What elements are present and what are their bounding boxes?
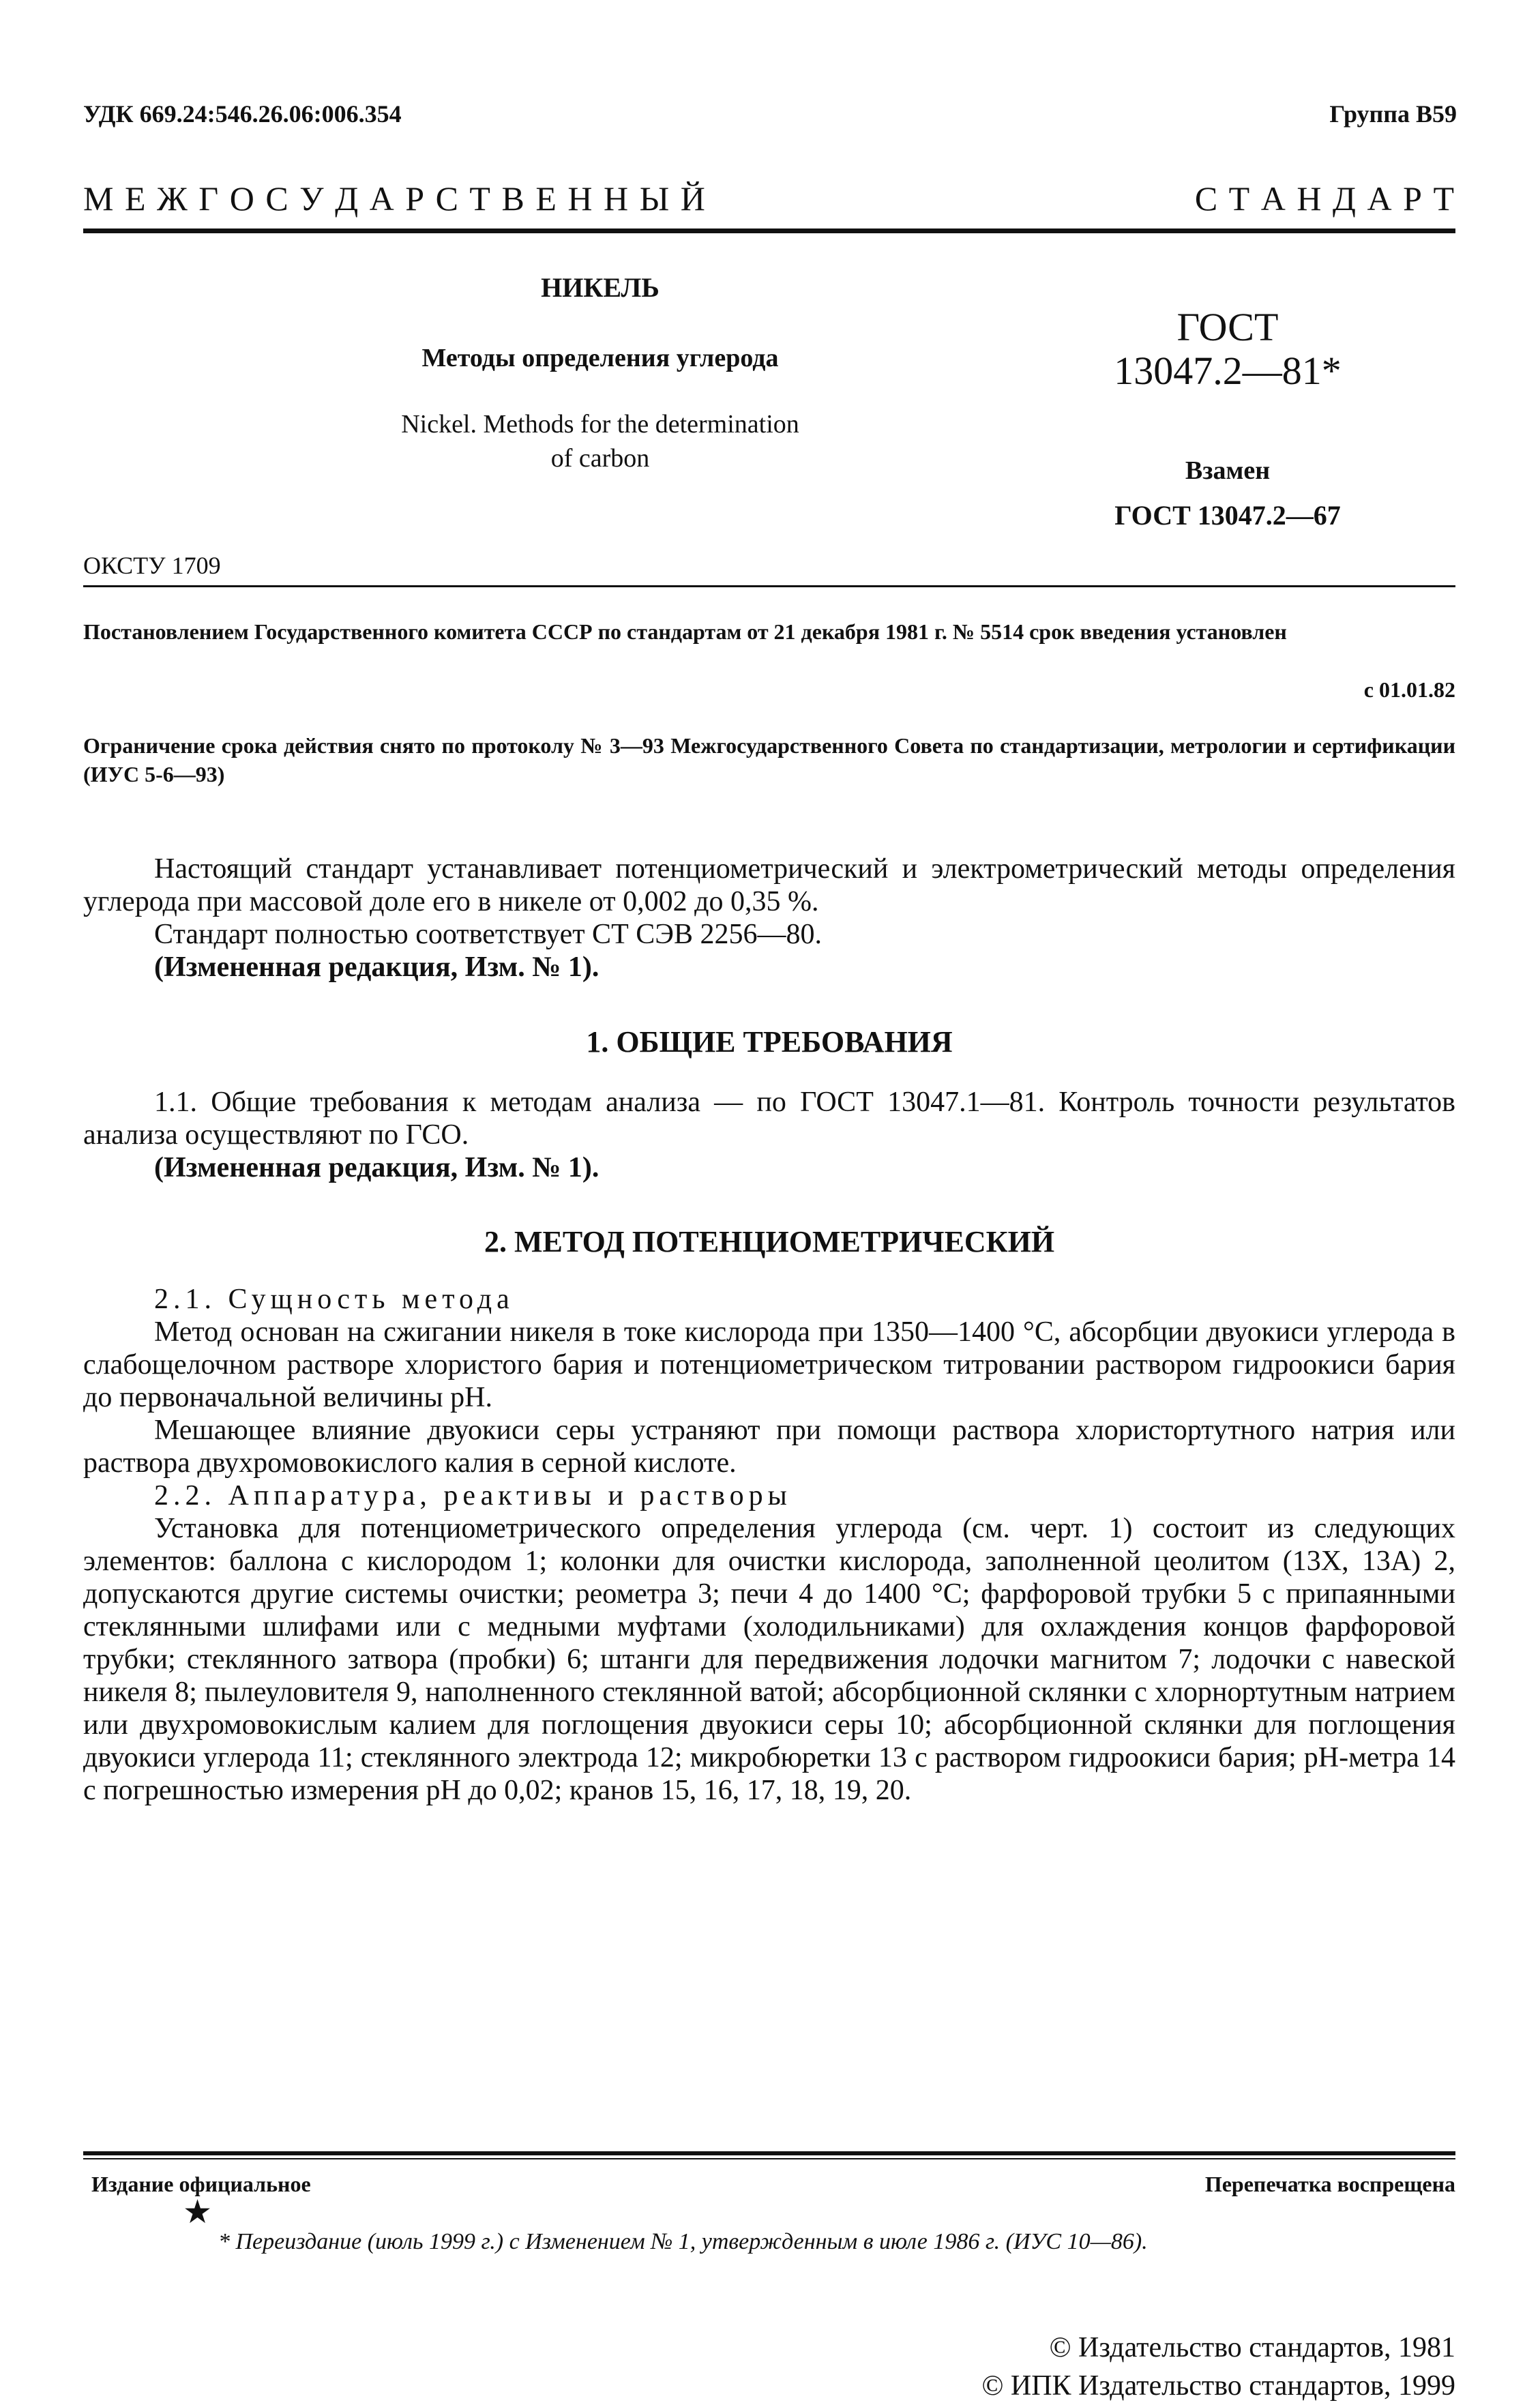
footer-rule	[83, 2151, 1455, 2155]
section-1-paragraph: 1.1. Общие требования к методам анализа — по ГОСТ 13047.1—81. Контроль точности результатов анализа осуществляют по ГСО.	[83, 1087, 1455, 1151]
intro-paragraph: Настоящий стандарт устанавливает потенциометрический и электрометрический методы определения углерода при массовой доле его в никеле от 0,002 до 0,35 %.	[83, 853, 1455, 917]
copyright-block	[981, 2329, 1455, 2405]
document-title: НИКЕЛЬ	[541, 272, 660, 303]
validity-limit-note: Ограничение срока действия снято по протоколу № 3—93 Межгосударственного Совета по стандартизации, метрологии и сертификации (ИУС 5-6—93)	[83, 733, 1455, 786]
document-subtitle: Методы определения углерода	[421, 344, 779, 372]
star-icon: ★	[183, 2194, 213, 2230]
decree-text: Постановлением Государственного комитета СССР по стандартам от 21 декабря 1981 г. № 5514 срок введения установлен	[83, 619, 1287, 644]
english-title-line: Nickel. Methods for the determination	[401, 410, 799, 439]
subsection-2-2-title: 2.2. Аппаратура, реактивы и растворы	[154, 1480, 792, 1511]
copyright-line: © ИПК Издательство стандартов, 1999	[981, 2370, 1455, 2402]
header-rule	[83, 228, 1455, 233]
gost-number: 13047.2—81*	[1114, 349, 1342, 393]
decree-date: с 01.01.82	[1363, 677, 1455, 702]
section-1-heading: 1. ОБЩИЕ ТРЕБОВАНИЯ	[586, 1025, 953, 1059]
english-title	[259, 407, 941, 475]
english-title-line: of carbon	[550, 444, 650, 473]
interstate-standard-banner	[83, 179, 1455, 218]
reissue-note: * Переиздание (июль 1999 г.) с Изменением № 1, утвержденным в июле 1986 г. (ИУС 10—86).	[218, 2229, 1148, 2254]
amendment-note: (Измененная редакция, Изм. № 1).	[154, 951, 599, 983]
subsection-2-1-title: 2.1. Сущность метода	[154, 1284, 514, 1315]
copyright-line: © Издательство стандартов, 1981	[1049, 2332, 1455, 2363]
standard-word: С Т А Н Д А Р Т	[1194, 179, 1455, 218]
group-code: Группа В59	[1329, 100, 1457, 128]
gost-label: ГОСТ	[1176, 305, 1279, 349]
section-rule	[83, 585, 1455, 587]
gost-designation	[1064, 306, 1391, 531]
replaces-label: Взамен	[1185, 456, 1271, 485]
amendment-note: (Измененная редакция, Изм. № 1).	[154, 1152, 599, 1183]
intro-compliance: Стандарт полностью соответствует СТ СЭВ 2256—80.	[154, 919, 822, 950]
replaced-standard: ГОСТ 13047.2—67	[1114, 500, 1341, 531]
subsection-2-2-paragraph: Установка для потенциометрического определения углерода (см. черт. 1) состоит из следующих элементов: баллона с кислородом 1; колонки для очистки кислорода, заполненной цеолитом (13Х, 13А) 2, допускаются другие системы очистки; реометра 3; печи 4 до 1400 °С; фарфоровой трубки 5 с припаянными стеклянными шлифами или с медными муфтами (холодильниками) для охлаждения концов фарфоровой трубки; стеклянного затвора (пробки) 6; штанги для передвижения лодочки магнитом 7; лодочки с навеской никеля 8; пылеуловителя 9, наполненного стеклянной ватой; абсорбционной склянки с хлорнортутным натрием или двухромовокислым калием для поглощения двуокиси серы 10; абсорбционной склянки для поглощения двуокиси углерода 11; стеклянного электрода 12; микробюретки 13 с раствором гидроокиси бария; рН-метра 14 с погрешностью измерения рН до 0,02; кранов 15, 16, 17, 18, 19, 20.	[83, 1513, 1455, 1806]
subsection-2-1-paragraph: Метод основан на сжигании никеля в токе кислорода при 1350—1400 °С, абсорбции двуокиси углерода в слабощелочном растворе хлористого бария и потенциометрическом титровании раствором гидроокиси бария до первоначальной величины рН.	[83, 1316, 1455, 1413]
title-block	[259, 271, 941, 475]
section-2-heading: 2. МЕТОД ПОТЕНЦИОМЕТРИЧЕСКИЙ	[484, 1225, 1055, 1258]
footer-rule	[83, 2158, 1455, 2159]
subsection-2-1-paragraph: Мешающее влияние двуокиси серы устраняют при помощи раствора хлористортутного натрия или раствора двухромовокислого калия в серной кислоте.	[83, 1415, 1455, 1479]
okstu-code: ОКСТУ 1709	[83, 552, 221, 579]
reprint-prohibited-label: Перепечатка воспрещена	[1204, 2172, 1455, 2196]
interstate-word: М Е Ж Г О С У Д А Р С Т В Е Н Н Ы Й	[83, 179, 707, 218]
udk-code: УДК 669.24:546.26.06:006.354	[83, 100, 402, 128]
official-edition-label: Издание официальное	[91, 2172, 311, 2196]
